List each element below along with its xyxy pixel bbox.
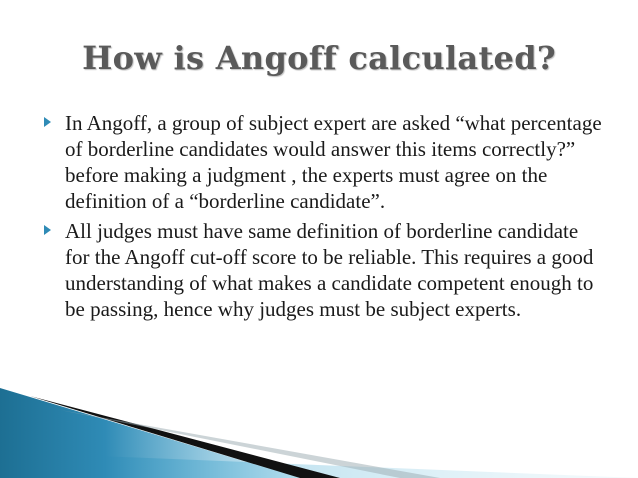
- triangle-right-icon: [44, 117, 51, 127]
- corner-decoration: [0, 388, 638, 478]
- slide-title: How is Angoff calculated?: [82, 39, 556, 77]
- bullet-item-1: [44, 110, 604, 214]
- bullet-list: [44, 110, 604, 322]
- decor-teal-band: [0, 388, 300, 478]
- triangle-right-icon: [44, 225, 51, 235]
- bullet-item-2: [44, 218, 604, 322]
- bullet-text-2: All judges must have same definition of borderline candidate for the Angoff cut-off score to be reliable. This requires a good understanding of what makes a candidate competent enough to be passing, hence why judges must be subject experts.: [65, 219, 594, 321]
- bullet-text-1: In Angoff, a group of subject expert are asked “what percentage of borderline candidates would answer this items correctly?” before making a judgment , the experts must agree on the definition of a “borderline candidate”.: [65, 111, 602, 213]
